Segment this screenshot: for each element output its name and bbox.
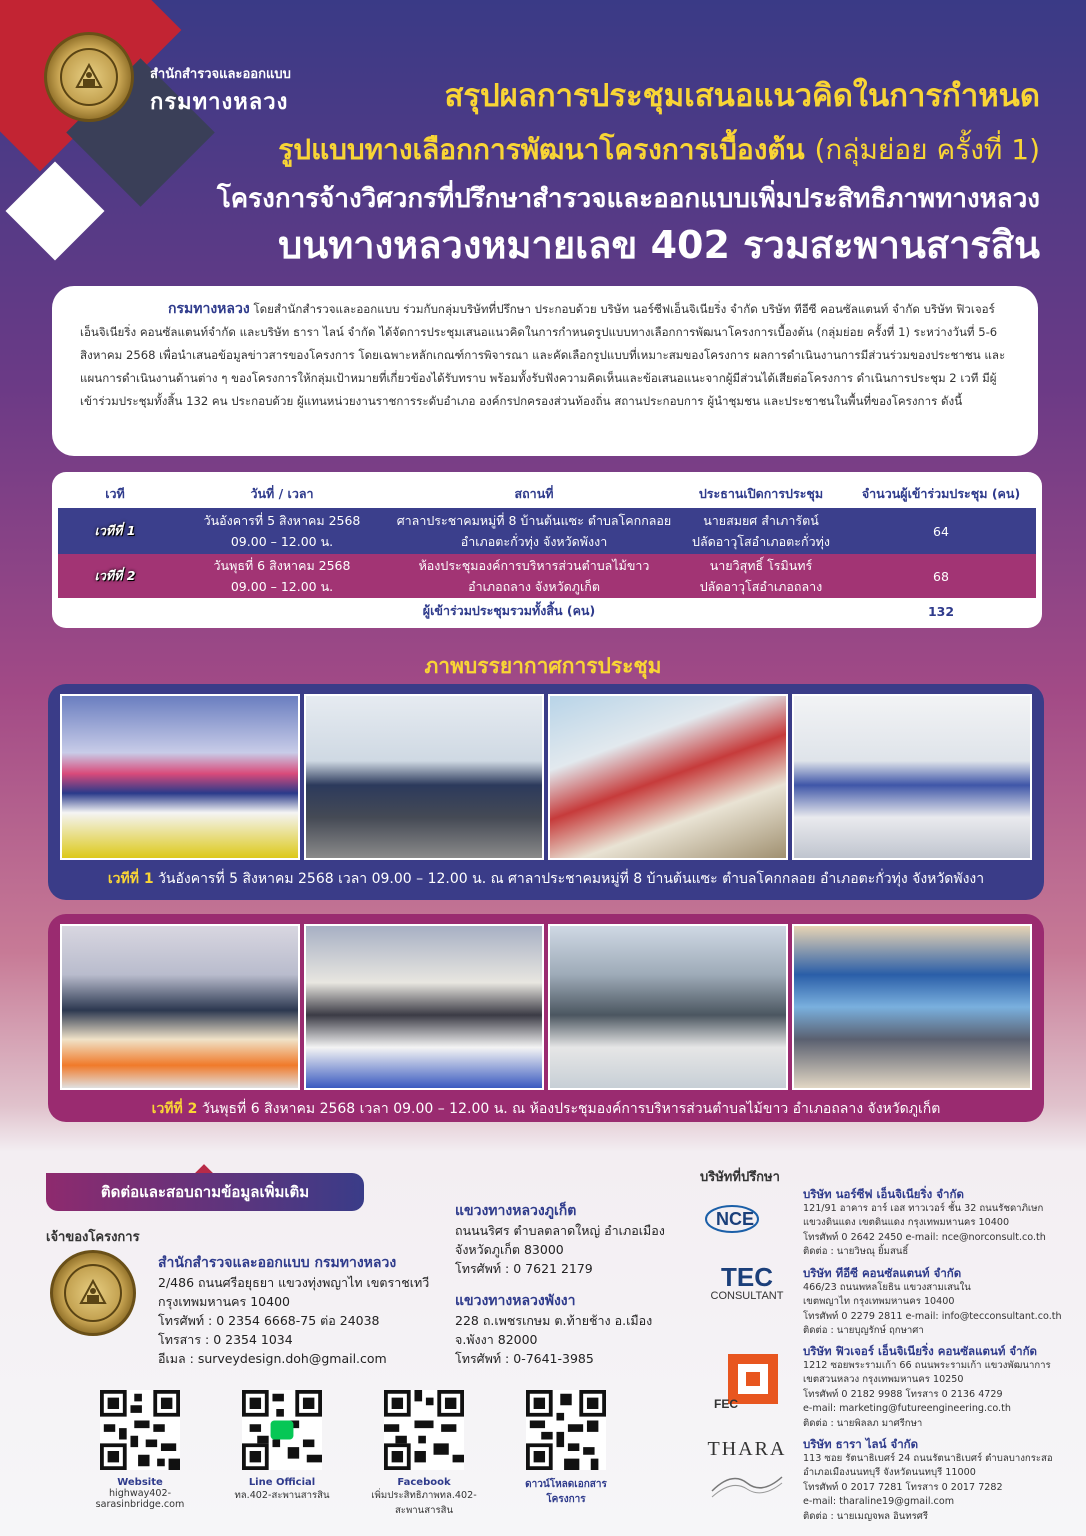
time-text: 09.00 – 12.00 น. bbox=[230, 579, 334, 594]
row-date bbox=[172, 555, 392, 597]
caption-stage: เวทีที่ 2 bbox=[151, 1101, 198, 1117]
header-count: จำนวนผู้เข้าร่วมประชุม (คน) bbox=[861, 486, 1021, 501]
photo-caption bbox=[60, 1098, 1032, 1120]
intro-text: โดยสำนักสำรวจและออกแบบ ร่วมกับกลุ่มบริษัทที่ปรึกษา ประกอบด้วย บริษัท นอร์ซีฟเอ็นจิเนียริ่ง จำกัด บริษัท ทีอีซี คอนซัลแตนท์ จำกัด บริษัท ฟิวเจอร์ เอ็นจิเนียริ่ง คอนซัลแตนท์จำกัด และบริษัท ธารา ไลน์ จำกัด ได้จัดการประชุมเสนอแนวคิดในการกำหนดรูปแบบทางเลือกการพัฒนาโครงการเบื้องต้น (กลุ่มย่อย ครั้งที่ 1) ระหว่างวันที่ 5-6 สิงหาคม 2568 เพื่อนำเสนอข้อมูลข่าวสารของโครงการ โดยเฉพาะหลักเกณฑ์การพิจารณา และคัดเลือกรูปแบบที่เหมาะสมของโครงการ ผลการดำเนินงานการมีส่วนร่วมของประชาชน และแผนการดำเนินงานด้านต่าง ๆ ของโครงการให้กลุ่มเป้าหมายที่เกี่ยวข้องได้รับทราบ พร้อมทั้งรับฟังความคิดเห็นและข้อเสนอแนะจากผู้มีส่วนได้เสียต่อโครงการ ดำเนินการประชุม 2 เวที มีผู้เข้าร่วมประชุมทั้งสิ้น 132 คน ประกอบด้วย ผู้แทนหน่วยงานราชการระดับอำเภอ องค์กรปกครองส่วนท้องถิ่น สถานประกอบการ ผู้นำชุมชน และประชาชนในพื้นที่ของโครงการ ดังนี้ bbox=[80, 302, 1006, 408]
firm-line: 113 ซอย รัตนาธิเบศร์ 24 ถนนรัตนาธิเบศร์ ตำบลบางกระสอ bbox=[803, 1453, 1053, 1464]
emblem-icon bbox=[69, 57, 109, 97]
tec-logo bbox=[702, 1264, 792, 1308]
total-count: 132 bbox=[927, 603, 955, 619]
firm-line: แขวงดินแดง เขตดินแดง กรุงเทพมหานคร 10400 bbox=[803, 1217, 1010, 1229]
caption-text: วันพุธที่ 6 สิงหาคม 2568 เวลา 09.00 – 12.00 น. ณ ห้องประชุมองค์การบริหารส่วนตำบลไม้ขาว อำเภอถลาง จังหวัดภูเก็ต bbox=[197, 1101, 941, 1117]
caption-text: วันอังคารที่ 5 สิงหาคม 2568 เวลา 09.00 – 12.00 น. ณ ศาลาประชาคมหมู่ที่ 8 บ้านต้นแซะ ตำบลโคกกลอย อำเภอตะกั่วทุ่ง จังหวัดพังงา bbox=[153, 871, 985, 887]
intro-highlight: กรมทางหลวง bbox=[168, 301, 250, 317]
office-address: จ.พังงา 82000 bbox=[455, 1332, 538, 1347]
office-phone: โทรศัพท์ : 0 7621 2179 bbox=[455, 1261, 593, 1276]
title-line-2-sub: (กลุ่มย่อย ครั้งที่ 1) bbox=[814, 133, 1040, 166]
title-line-4: บนทางหลวงหมายเลข 402 รวมสะพานสารสิน bbox=[278, 223, 1040, 267]
qr-label: Line Official bbox=[248, 1477, 316, 1488]
owner-fax: โทรสาร : 0 2354 1034 bbox=[158, 1332, 293, 1347]
phuket-office bbox=[455, 1202, 665, 1278]
firm-line: โทรศัพท์ 0 2182 9988 โทรสาร 0 2136 4729 bbox=[803, 1388, 1003, 1400]
firm-line: โทรศัพท์ 0 2017 7281 โทรสาร 0 2017 7282 bbox=[803, 1481, 1003, 1493]
chair-name: นายวิสุทธิ์ โรมินทร์ bbox=[709, 558, 813, 573]
stage-badge: เวทีที่ 1 bbox=[94, 523, 136, 538]
row-count: 64 bbox=[933, 523, 949, 539]
stage-2-photo-panel bbox=[48, 914, 1044, 1122]
office-address: 228 ถ.เพชรเกษม ต.ท้ายช้าง อ.เมือง bbox=[455, 1313, 653, 1328]
meeting-photo bbox=[792, 694, 1032, 860]
emblem-icon bbox=[73, 1273, 113, 1313]
owner-address: 2/486 ถนนศรีอยุธยา แขวงทุ่งพญาไท เขตราชเทวี bbox=[158, 1275, 430, 1290]
row-date bbox=[172, 510, 392, 552]
firm-line: โทรศัพท์ 0 2279 2811 e-mail: info@tecconsultant.co.th bbox=[803, 1310, 1062, 1322]
meeting-photo bbox=[304, 694, 544, 860]
firm-line: ติดต่อ : นายพิลลภ มาศรีกษา bbox=[803, 1417, 923, 1429]
qr-download[interactable] bbox=[510, 1390, 622, 1518]
owner-name: สำนักสำรวจและออกแบบ กรมทางหลวง bbox=[158, 1255, 397, 1271]
office-name: แขวงทางหลวงพังงา bbox=[455, 1293, 576, 1309]
row-chair bbox=[676, 510, 846, 552]
qr-code-icon bbox=[384, 1390, 464, 1470]
caption-stage: เวทีที่ 1 bbox=[107, 871, 154, 887]
qr-code-icon bbox=[526, 1390, 606, 1470]
header-chair: ประธานเปิดการประชุม bbox=[698, 486, 824, 501]
office-address: ถนนนริศร ตำบลตลาดใหญ่ อำเภอเมือง bbox=[455, 1223, 665, 1238]
consultant-firm bbox=[803, 1436, 1073, 1524]
qr-sub: เพิ่มประสิทธิภาพทล.402-สะพานสารสิน bbox=[371, 1490, 477, 1516]
fec-logo-text: FEC bbox=[714, 1397, 738, 1410]
department-of-highways-logo bbox=[44, 32, 134, 122]
time-text: 09.00 – 12.00 น. bbox=[230, 534, 334, 549]
thara-logo-text: THARA bbox=[707, 1438, 787, 1460]
row-place bbox=[392, 555, 676, 597]
agency-name bbox=[150, 63, 291, 119]
meeting-photo bbox=[548, 694, 788, 860]
owner-contact bbox=[158, 1254, 429, 1368]
table-row bbox=[58, 554, 1036, 598]
firm-line: ติดต่อ : นายวิษณุ ยิ้มสนธิ์ bbox=[803, 1246, 909, 1258]
date-text: วันอังคารที่ 5 สิงหาคม 2568 bbox=[203, 513, 361, 528]
department-of-highways-logo bbox=[50, 1250, 136, 1336]
nce-logo-icon bbox=[702, 1197, 794, 1241]
office-name: แขวงทางหลวงภูเก็ต bbox=[455, 1203, 577, 1219]
owner-address: กรุงเทพมหานคร 10400 bbox=[158, 1294, 290, 1309]
qr-sub: highway402-sarasinbridge.com bbox=[95, 1488, 185, 1510]
qr-label: ดาวน์โหลดเอกสาร bbox=[525, 1479, 607, 1490]
firm-line: 121/91 อาคาร อาร์ เอส ทาวเวอร์ ชั้น 32 ถนนรัชดาภิเษก bbox=[803, 1203, 1044, 1214]
place-text: ห้องประชุมองค์การบริหารส่วนตำบลไม้ขาว bbox=[418, 558, 650, 573]
firm-line: 466/23 ถนนพหลโยธิน แขวงสามเสนใน bbox=[803, 1282, 971, 1293]
firm-name: บริษัท ทีอีซี คอนซัลแตนท์ จำกัด bbox=[803, 1266, 962, 1280]
meeting-photo bbox=[548, 924, 788, 1090]
header-date: วันที่ / เวลา bbox=[250, 486, 314, 501]
firm-line: อำเภอเมืองนนทบุรี จังหวัดนนทบุรี 11000 bbox=[803, 1467, 976, 1479]
qr-website[interactable] bbox=[84, 1390, 196, 1518]
qr-label: Website bbox=[117, 1477, 163, 1488]
title-line-2-main: รูปแบบทางเลือกการพัฒนาโครงการเบื้องต้น bbox=[278, 133, 805, 166]
chair-title: ปลัดอาวุโสอำเภอตะกั่วทุ่ง bbox=[692, 534, 830, 549]
office-address: จังหวัดภูเก็ต 83000 bbox=[455, 1242, 564, 1257]
chair-name: นายสมยศ สำเภารัตน์ bbox=[703, 513, 819, 528]
owner-label: เจ้าของโครงการ bbox=[46, 1230, 140, 1245]
firm-name: บริษัท ธารา ไลน์ จำกัด bbox=[803, 1437, 919, 1451]
fec-logo-icon bbox=[702, 1350, 782, 1410]
title-line-1: สรุปผลการประชุมเสนอแนวคิดในการกำหนด bbox=[444, 78, 1040, 114]
firm-line: โทรศัพท์ 0 2642 2450 e-mail: nce@norconsult.co.th bbox=[803, 1231, 1046, 1243]
meeting-photo bbox=[60, 694, 300, 860]
tec-logo-sub: CONSULTANT bbox=[710, 1290, 784, 1302]
place-text: อำเภอตะกั่วทุ่ง จังหวัดพังงา bbox=[460, 534, 608, 549]
title-line-2 bbox=[278, 128, 1040, 172]
place-text: ศาลาประชาคมหมู่ที่ 8 บ้านต้นแซะ ตำบลโคกกลอย bbox=[396, 513, 672, 528]
chair-title: ปลัดอาวุโสอำเภอถลาง bbox=[699, 579, 823, 594]
photo-row bbox=[60, 694, 1032, 860]
qr-code-icon bbox=[242, 1390, 322, 1470]
firm-line: e-mail: marketing@futureengineering.co.th bbox=[803, 1403, 1011, 1415]
meeting-photo bbox=[792, 924, 1032, 1090]
title-line-3: โครงการจ้างวิศวกรที่ปรึกษาสำรวจและออกแบบเพิ่มประสิทธิภาพทางหลวง bbox=[216, 184, 1040, 214]
meeting-table bbox=[52, 472, 1042, 628]
consultants-label: บริษัทที่ปรึกษา bbox=[700, 1170, 780, 1185]
firm-line: เขตสวนหลวง กรุงเทพมหานคร 10250 bbox=[803, 1374, 964, 1386]
office-phone: โทรศัพท์ : 0-7641-3985 bbox=[455, 1351, 594, 1366]
nce-logo-text: NCE bbox=[716, 1209, 755, 1229]
qr-label: Facebook bbox=[397, 1477, 451, 1488]
meeting-photo bbox=[304, 924, 544, 1090]
owner-phone: โทรศัพท์ : 0 2354 6668-75 ต่อ 24038 bbox=[158, 1313, 380, 1328]
owner-email[interactable]: อีเมล : surveydesign.doh@gmail.com bbox=[158, 1351, 387, 1366]
thara-logo bbox=[702, 1438, 792, 1510]
firm-line: เขตพญาไท กรุงเทพมหานคร 10400 bbox=[803, 1296, 955, 1308]
tec-logo-text: TEC bbox=[721, 1262, 773, 1292]
place-text: อำเภอถลาง จังหวัดภูเก็ต bbox=[468, 579, 600, 594]
qr-facebook[interactable] bbox=[368, 1390, 480, 1518]
consultant-firm bbox=[803, 1265, 1073, 1339]
agency-line-1: สำนักสำรวจและออกแบบ bbox=[150, 67, 291, 82]
firm-line: 1212 ซอยพระรามเก้า 66 ถนนพระรามเก้า แขวงพัฒนาการ bbox=[803, 1360, 1051, 1371]
table-header-row bbox=[58, 480, 1036, 508]
firm-name: บริษัท ฟิวเจอร์ เอ็นจิเนียริ่ง คอนซัลแตนท์ จำกัด bbox=[803, 1344, 1038, 1358]
decorative-white-diamond bbox=[6, 162, 105, 261]
table-row bbox=[58, 508, 1036, 554]
total-label: ผู้เข้าร่วมประชุมรวมทั้งสิ้น (คน) bbox=[422, 603, 596, 618]
date-text: วันพุธที่ 6 สิงหาคม 2568 bbox=[213, 558, 351, 573]
fec-logo bbox=[702, 1350, 782, 1410]
consultant-firm bbox=[803, 1186, 1073, 1260]
consultant-firm bbox=[803, 1343, 1073, 1431]
firm-line: e-mail: tharaline19@gmail.com bbox=[803, 1496, 955, 1508]
header-stage: เวที bbox=[105, 486, 125, 501]
photo-caption bbox=[60, 868, 1032, 890]
row-place bbox=[392, 510, 676, 552]
stage-1-photo-panel bbox=[48, 684, 1044, 900]
qr-sub: โครงการ bbox=[546, 1494, 586, 1505]
nce-logo bbox=[702, 1197, 794, 1241]
qr-sub: ทล.402-สะพานสารสิน bbox=[234, 1490, 330, 1501]
intro-paragraph bbox=[52, 286, 1038, 456]
row-chair bbox=[676, 555, 846, 597]
meeting-photo bbox=[60, 924, 300, 1090]
firm-line: ติดต่อ : นายเมญจพล อินทรศรี bbox=[803, 1510, 929, 1522]
qr-code-icon bbox=[100, 1390, 180, 1470]
phangnga-office bbox=[455, 1292, 652, 1368]
stage-badge: เวทีที่ 2 bbox=[94, 568, 136, 583]
row-count: 68 bbox=[933, 568, 949, 584]
firm-name: บริษัท นอร์ซีฟ เอ็นจิเนียริ่ง จำกัด bbox=[803, 1187, 964, 1201]
agency-line-2: กรมทางหลวง bbox=[150, 90, 289, 115]
thara-wave-icon bbox=[702, 1461, 792, 1505]
firm-line: ติดต่อ : นายบุญรักษ์ ฤกษาศา bbox=[803, 1325, 924, 1337]
qr-code-row bbox=[84, 1390, 622, 1518]
table-total-row bbox=[58, 598, 1036, 624]
atmosphere-title: ภาพบรรยากาศการประชุม bbox=[424, 654, 662, 678]
contact-banner: ติดต่อและสอบถามข้อมูลเพิ่มเติม bbox=[46, 1173, 364, 1211]
qr-line[interactable] bbox=[226, 1390, 338, 1518]
header-place: สถานที่ bbox=[514, 486, 554, 501]
photo-row bbox=[60, 924, 1032, 1090]
